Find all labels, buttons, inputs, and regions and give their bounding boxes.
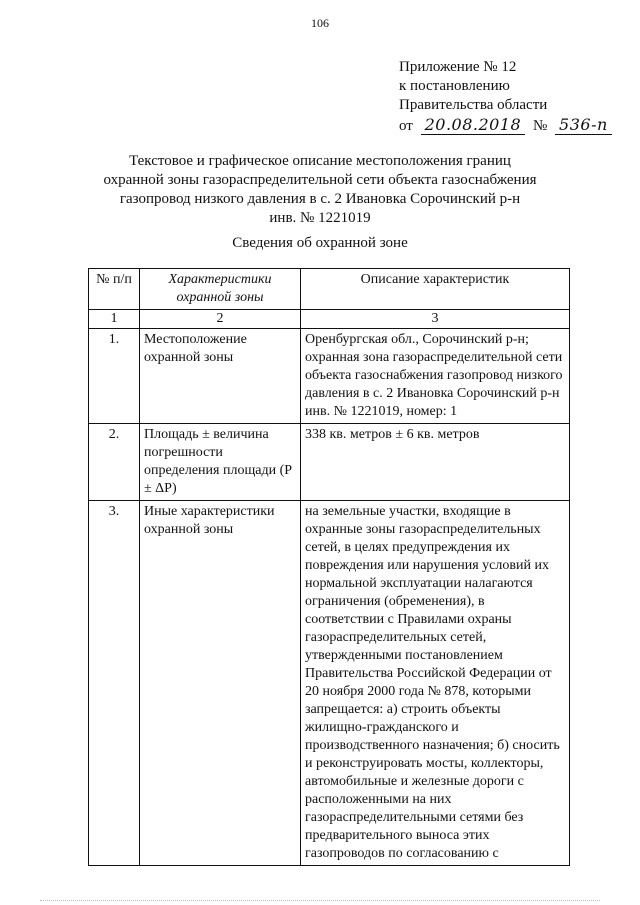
row-description: 338 кв. метров ± 6 кв. метров (301, 424, 570, 501)
handwritten-number: 536-п (555, 115, 612, 135)
page-number: 106 (311, 16, 329, 30)
row-num: 1. (89, 329, 140, 424)
protection-zone-table (88, 268, 570, 866)
title-line-2: охранной зоны газораспределительной сети объекта газоснабжения (103, 172, 537, 188)
index-row (89, 310, 570, 329)
appendix-line-3: Правительства области (399, 97, 548, 113)
row-characteristic: Местоположение охранной зоны (140, 329, 301, 424)
header-characteristics: Характеристики охранной зоны (140, 269, 301, 310)
document-title (0, 152, 640, 228)
index-cell: 1 (89, 310, 140, 329)
section-title: Сведения об охранной зоне (232, 235, 408, 251)
table-row (89, 501, 570, 866)
table-row (89, 329, 570, 424)
row-characteristic: Площадь ± величина погрешности определения площади (P ± ΔP) (140, 424, 301, 501)
index-cell: 2 (140, 310, 301, 329)
appendix-title: Приложение № 12 (399, 59, 517, 75)
date-prefix: от (399, 118, 413, 134)
row-num: 2. (89, 424, 140, 501)
header-num: № п/п (89, 269, 140, 310)
header-description: Описание характеристик (301, 269, 570, 310)
header-row (89, 269, 570, 310)
row-description: Оренбургская обл., Сорочинский р-н; охранная зона газораспределительной сети объекта газоснабжения газопровод низкого давления в с. 2 Ивановка Сорочинский р-н инв. № 1221019, номер: 1 (301, 329, 570, 424)
scan-edge-specks (40, 898, 600, 901)
index-cell: 3 (301, 310, 570, 329)
title-line-3: газопровод низкого давления в с. 2 Ивановка Сорочинский р-н (119, 191, 521, 207)
row-num: 3. (89, 501, 140, 866)
title-line-4: инв. № 1221019 (269, 210, 371, 226)
title-line-1: Текстовое и графическое описание местоположения границ (129, 153, 511, 169)
table-row (89, 424, 570, 501)
appendix-line-2: к постановлению (399, 78, 510, 94)
number-prefix: № (532, 118, 548, 134)
row-characteristic: Иные характеристики охранной зоны (140, 501, 301, 866)
appendix-date-line (399, 115, 616, 136)
appendix-block (399, 58, 616, 136)
row-description: на земельные участки, входящие в охранные зоны газораспределительных сетей, в целях предупреждения их повреждения или нарушения условий их нормальной эксплуатации налагаются ограничения (обременения), в соответствии с Правилами охраны газораспределительных сетей, утвержденными постановлением Правительства Российской Федерации от 20 ноября 2000 года № 878, которыми запрещается: а) строить объекты жилищно-гражданского и производственного назначения; б) сносить и реконструировать мосты, коллекторы, автомобильные и железные дороги с расположенными на них газораспределительными сетями без предварительного выноса этих газопроводов по согласованию с (301, 501, 570, 866)
handwritten-date: 20.08.2018 (421, 115, 526, 135)
